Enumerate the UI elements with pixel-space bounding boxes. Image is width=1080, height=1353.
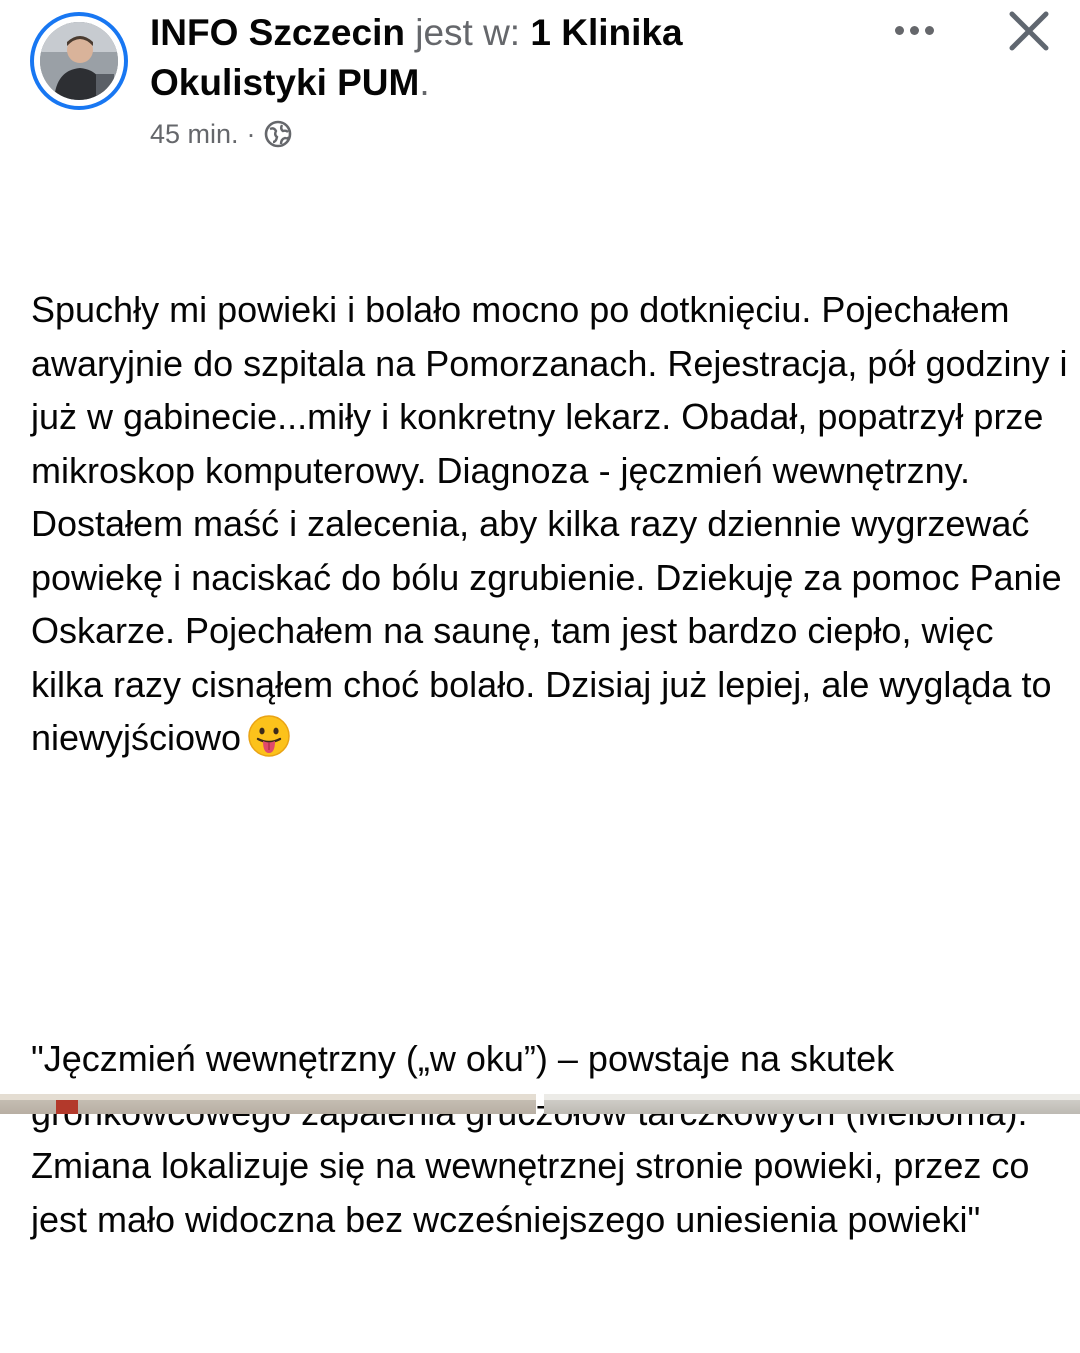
post-paragraph bbox=[31, 283, 1078, 765]
post-timestamp[interactable]: 45 min. bbox=[150, 119, 239, 149]
more-options-icon-dot bbox=[910, 26, 919, 35]
more-options-icon bbox=[895, 26, 904, 35]
profile-avatar[interactable] bbox=[30, 12, 128, 110]
avatar-photo bbox=[40, 22, 118, 100]
location-connector: jest w: bbox=[415, 12, 521, 53]
attached-photo[interactable] bbox=[544, 1094, 1080, 1114]
globe-icon bbox=[264, 120, 292, 148]
photo-frame bbox=[0, 1094, 536, 1100]
more-options-icon-dot bbox=[925, 26, 934, 35]
location-name[interactable]: 1 Klinika Okulistyki PUM bbox=[150, 12, 683, 103]
meta-separator: · bbox=[246, 119, 256, 149]
post-header-title bbox=[150, 8, 850, 108]
photo-frame bbox=[544, 1094, 1080, 1100]
post-text-2: "Jęczmień wewnętrzny („w oku”) – powstaje na skutek Zmiana lokalizuje się na wewnętrznej stronie powieki, przez co jest mało widoczna bez wcześniejszego uniesienia powieki" bbox=[31, 1038, 1030, 1240]
post-text-1: Spuchły mi powieki i bolało mocno po dotknięciu. Pojechałem awaryjnie do szpitala na Pomorzanach. Rejestracja, pół godziny i już w gabinecie...miły i konkretny lekarz. Obadał, popatrzył prze mikroskop komputerowy. Diagnoza - jęczmień wewnętrzny. Dostałem maść i zalecenia, aby kilka razy dziennie wygrzewać powiekę i naciskać do bólu zgrubienie. Dziekuję za pomoc Panie Oskarze. Pojechałem na saunę, tam jest bardzo ciepło, więc kilka razy cisnąłem choć bolało. Dzisiaj już lepiej, ale wygląda to niewyjściowo bbox=[31, 289, 1078, 758]
avatar-image bbox=[40, 22, 118, 100]
photo-detail bbox=[56, 1100, 78, 1114]
post-meta bbox=[150, 116, 292, 152]
more-options-button[interactable] bbox=[884, 10, 944, 50]
paragraph-gap bbox=[31, 872, 1071, 926]
close-icon[interactable] bbox=[1004, 6, 1054, 56]
attached-photo[interactable] bbox=[0, 1094, 536, 1114]
face-with-tongue-icon bbox=[247, 714, 291, 758]
post-paragraph bbox=[31, 1032, 1071, 1246]
post-body bbox=[31, 176, 1078, 1353]
author-name[interactable]: INFO Szczecin bbox=[150, 12, 405, 53]
title-period: . bbox=[419, 62, 430, 103]
